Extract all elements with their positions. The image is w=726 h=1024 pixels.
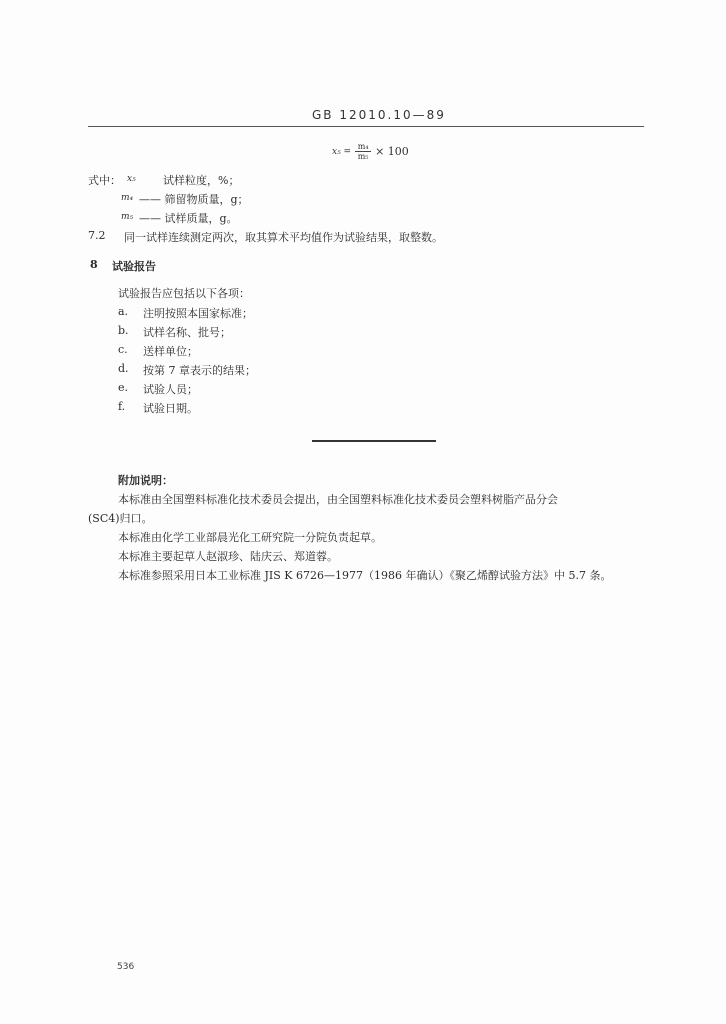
end-rule [312,440,436,442]
section-number: 8 [90,258,98,271]
list-marker: e. [118,381,129,394]
list-item: 试验日期。 [143,402,198,415]
notes-paragraph: 本标准由全国塑料标准化技术委员会提出，由全国塑料标准化技术委员会塑料树脂产品分会 [118,493,558,506]
list-item: 送样单位； [143,345,198,358]
section-title: 试验报告 [112,260,156,273]
notes-paragraph: 本标准由化学工业部晨光化工研究院一分院负责起草。 [118,531,382,544]
definition-text: 试样粒度，%； [163,174,240,187]
list-marker: f. [118,400,126,413]
notes-paragraph: (SC4)归口。 [88,512,153,525]
formula-denominator: m₅ [357,152,369,161]
definition-text: —— 试样质量，g。 [139,212,238,225]
notes-title: 附加说明： [118,474,173,487]
page-number: 536 [117,962,135,972]
section-intro: 试验报告应包括以下各项： [118,287,250,300]
list-item: 注明按照本国家标准； [143,307,253,320]
clause-number: 7.2 [88,229,106,242]
list-item: 试样名称、批号； [143,326,231,339]
list-marker: d. [118,362,129,375]
list-marker: a. [118,305,129,318]
formula-rhs: × 100 [375,145,409,158]
notes-paragraph: 本标准参照采用日本工业标准 JIS K 6726—1977（1986 年确认）《聚乙烯醇试验方法》中 5.7 条。 [118,569,612,582]
notes-paragraph: 本标准主要起草人赵淑珍、陆庆云、郑道蓉。 [118,550,338,563]
header-rule [88,126,644,127]
formula-numerator: m₄ [357,142,369,151]
list-item: 试验人员； [143,383,198,396]
formula-fraction [355,142,371,161]
formula [332,142,409,161]
definition-symbol: x₅ [127,174,136,184]
formula-lhs: x₅ = [332,146,352,157]
list-marker: b. [118,324,129,337]
definition-symbol: m₄ [121,193,134,203]
definitions-intro: 式中： [88,174,121,187]
definition-text: —— 筛留物质量，g； [139,193,249,206]
standard-number: GB 12010.10—89 [312,108,446,122]
clause-text: 同一试样连续测定两次，取其算术平均值作为试验结果，取整数。 [124,231,443,244]
list-marker: c. [118,343,128,356]
list-item: 按第 7 章表示的结果； [143,364,256,377]
definition-symbol: m₅ [121,212,134,222]
